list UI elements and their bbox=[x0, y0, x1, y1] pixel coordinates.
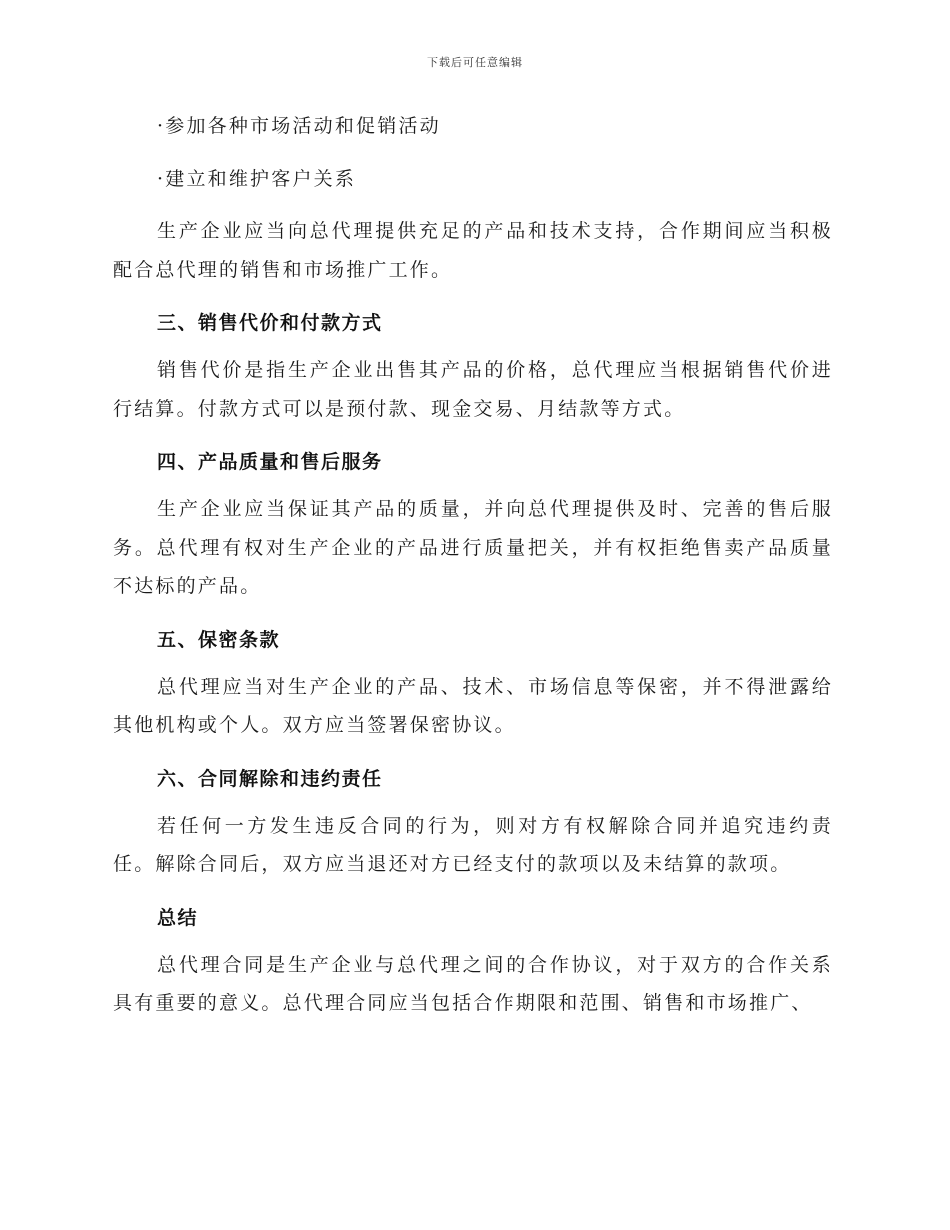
section-heading: 三、销售代价和付款方式 bbox=[157, 312, 383, 334]
section-heading: 五、保密条款 bbox=[157, 628, 281, 651]
bullet-item: ·建立和维护客户关系 bbox=[157, 168, 357, 190]
paragraph: 若任何一方发生违反合同的行为，则对方有权解除合同并追究违约责任。解除合同后，双方应当退还对方已经支付的款项以及未结算的款项。 bbox=[113, 814, 833, 875]
document-body bbox=[113, 106, 833, 1037]
paragraph: 销售代价是指生产企业出售其产品的价格，总代理应当根据销售代价进行结算。付款方式可以是预付款、现金交易、月结款等方式。 bbox=[113, 359, 833, 420]
paragraph: 生产企业应当保证其产品的质量，并向总代理提供及时、完善的售后服务。总代理有权对生产企业的产品进行质量把关，并有权拒绝售卖产品质量不达标的产品。 bbox=[113, 498, 833, 597]
section-heading: 四、产品质量和售后服务 bbox=[157, 451, 383, 473]
page-header: 下载后可任意编辑 bbox=[427, 56, 523, 69]
paragraph: 总代理合同是生产企业与总代理之间的合作协议，对于双方的合作关系具有重要的意义。总代理合同应当包括合作期限和范围、销售和市场推广、 bbox=[113, 953, 833, 1014]
section-heading: 六、合同解除和违约责任 bbox=[157, 767, 383, 790]
paragraph: 生产企业应当向总代理提供充足的产品和技术支持，合作期间应当积极配合总代理的销售和市场推广工作。 bbox=[113, 220, 833, 281]
summary-heading: 总结 bbox=[157, 906, 199, 929]
bullet-item: ·参加各种市场活动和促销活动 bbox=[157, 115, 441, 137]
paragraph: 总代理应当对生产企业的产品、技术、市场信息等保密，并不得泄露给其他机构或个人。双方应当签署保密协议。 bbox=[113, 675, 833, 736]
